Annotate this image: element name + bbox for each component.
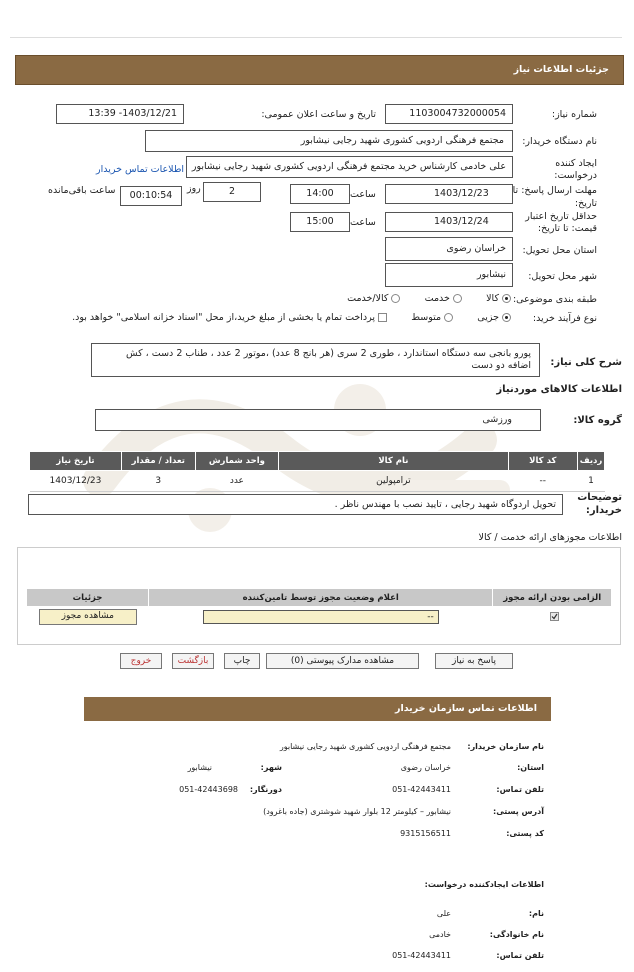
goods-section-title: اطلاعات کالاهای موردنیاز [496, 384, 622, 395]
goods-group-label: گروه کالا: [573, 415, 622, 426]
permit-status-cell [149, 606, 493, 628]
permits-title: اطلاعات مجوزهای ارائه خدمت / کالا [478, 532, 622, 543]
creator-name-label: نام: [528, 909, 544, 918]
summary-box [91, 343, 540, 377]
permit-col-details: جزئیات [72, 592, 103, 603]
permit-col-status: اعلام وضعیت مجوز توسط تامین‌کننده [149, 589, 493, 606]
permit-status-value: -- [427, 612, 434, 622]
cell-qty: 3 [121, 471, 195, 492]
contact-city-value: نیشابور [187, 763, 212, 772]
summary-text: پورو بانجی سه دستگاه استاندارد ، طوری 2 سری (هر بانج 8 عدد) ،موتور 2 عدد ، طناب 2 دست ، کش اضافه دو دست [126, 348, 531, 371]
creator-info-title: اطلاعات ایجادکننده درخواست: [424, 880, 544, 889]
city-label: شهر محل تحویل: [528, 271, 597, 282]
table-row [30, 471, 605, 492]
category-option-both: کالا/خدمت [347, 293, 389, 304]
contact-org-value: مجتمع فرهنگی اردویی کشوری شهید رجایی نیشابور [279, 742, 451, 751]
notes-label-2: خریدار: [585, 505, 622, 516]
city-field: نیشابور [385, 263, 513, 287]
reply-label-1: مهلت ارسال پاسخ: تا [512, 185, 597, 196]
cell-name: ترامپولین [279, 471, 508, 492]
cell-unit: عدد [195, 471, 279, 492]
creator-family-label: نام خانوادگی: [489, 930, 544, 939]
contact-address-value: نیشابور – کیلومتر 12 بلوار شهید شوشتری (جاده باغرود) [263, 807, 451, 816]
col-name: نام کالا [279, 452, 508, 471]
process-option-medium: متوسط [411, 312, 442, 323]
creator-label-2: درخواست: [554, 170, 597, 181]
permits-header [27, 589, 611, 606]
goods-table-header [30, 452, 605, 471]
category-radio-goods[interactable] [502, 294, 511, 303]
back-button[interactable]: بازگشت [172, 653, 214, 669]
category-radio-both[interactable] [391, 294, 400, 303]
contact-province-value: خراسان رضوی [400, 763, 451, 772]
contact-fax-label: دورنگار: [249, 785, 282, 794]
buyer-contact-link[interactable]: اطلاعات تماس خریدار [96, 164, 185, 175]
permit-required-cell [493, 606, 611, 628]
reply-label-2: تاریخ: [574, 198, 597, 209]
attachments-button[interactable]: مشاهده مدارک پیوستی (0) [266, 653, 419, 669]
creator-name-value: علی [436, 909, 451, 918]
view-permit-button[interactable]: مشاهده مجوز [39, 609, 137, 625]
contact-header [84, 697, 551, 721]
reply-time-field: 14:00 [290, 184, 350, 204]
announce-field: 1403/12/21- 13:39 [56, 104, 184, 124]
process-label: نوع فرآیند خرید: [532, 313, 597, 324]
permits-table [27, 589, 611, 628]
reply-button[interactable]: پاسخ به نیاز [435, 653, 513, 669]
validity-date-field: 1403/12/24 [385, 212, 513, 232]
cell-row: 1 [578, 471, 605, 492]
cell-date: 1403/12/23 [30, 471, 122, 492]
contact-province-label: استان: [517, 763, 544, 772]
contact-postal-label: کد پستی: [506, 829, 544, 838]
creator-label-1: ایجاد کننده [555, 158, 597, 169]
goods-table [29, 451, 605, 492]
need-number-label: شماره نیاز: [551, 109, 597, 120]
goods-group-field [95, 409, 541, 431]
announce-label: تاریخ و ساعت اعلان عمومی: [261, 109, 376, 120]
col-qty: تعداد / مقدار [121, 452, 195, 471]
days-label: روز [187, 183, 201, 194]
province-label: استان محل تحویل: [522, 245, 597, 256]
cell-code: -- [508, 471, 577, 492]
permit-details-cell [27, 606, 149, 628]
buyer-label: نام دستگاه خریدار: [522, 136, 597, 147]
days-field: 2 [203, 182, 261, 202]
permit-required-checkbox[interactable] [550, 612, 559, 621]
remaining-label: ساعت باقی‌مانده [48, 185, 116, 196]
col-date: تاریخ نیاز [30, 452, 122, 471]
col-row: ردیف [578, 452, 605, 471]
reply-hour-label: ساعت [350, 189, 376, 200]
contact-fax-value: 051-42443698 [179, 785, 238, 794]
validity-hour-label: ساعت [350, 217, 376, 228]
summary-label: شرح کلی نیاز: [550, 357, 622, 368]
process-radio-medium[interactable] [444, 313, 453, 322]
contact-phone-label: تلفن تماس: [496, 785, 544, 794]
contact-header-title: اطلاعات تماس سازمان خریدار [394, 703, 537, 714]
goods-group-value: ورزشی [482, 414, 512, 425]
check-icon [551, 613, 558, 620]
category-label: طبقه بندی موضوعی: [512, 294, 597, 305]
creator-phone-label: تلفن تماس: [496, 951, 544, 960]
reply-date-field: 1403/12/23 [385, 184, 513, 204]
contact-org-label: نام سازمان خریدار: [467, 742, 544, 751]
print-button[interactable]: چاپ [224, 653, 260, 669]
category-radio-service[interactable] [453, 294, 462, 303]
payment-checkbox[interactable] [378, 313, 387, 322]
province-field: خراسان رضوی [385, 237, 513, 261]
notes-label-1: توضیحات [577, 492, 622, 503]
notes-text: تحویل اردوگاه شهید رجایی ، تایید نصب با مهندس ناظر . [334, 499, 556, 510]
top-divider [10, 37, 622, 38]
creator-family-value: خادمی [429, 930, 451, 939]
category-options [347, 293, 511, 304]
contact-city-label: شهر: [260, 763, 282, 772]
process-radio-minor[interactable] [502, 313, 511, 322]
permit-status-field[interactable] [203, 610, 439, 624]
creator-phone-value: 051-42443411 [392, 951, 451, 960]
contact-address-label: آدرس پستی: [493, 807, 544, 816]
contact-phone-value: 051-42443411 [392, 785, 451, 794]
col-unit: واحد شمارش [195, 452, 279, 471]
process-option-minor: جزیی [477, 312, 499, 323]
process-options [72, 312, 511, 323]
page-header-title: جزئیات اطلاعات نیاز [513, 64, 609, 75]
need-number-field: 1103004732000054 [385, 104, 513, 124]
category-option-goods: کالا [486, 293, 499, 304]
remaining-time-field: 00:10:54 [120, 186, 182, 206]
buyer-field: مجتمع فرهنگی اردویی کشوری شهید رجایی نیشابور [145, 130, 513, 152]
notes-field [28, 494, 563, 515]
validity-label-1: حداقل تاریخ اعتبار [525, 211, 597, 222]
creator-field: علی خادمی کارشناس خرید مجتمع فرهنگی اردویی کشوری شهید رجایی نیشابور [186, 156, 513, 178]
validity-time-field: 15:00 [290, 212, 350, 232]
exit-button[interactable]: خروج [120, 653, 162, 669]
payment-note: پرداخت تمام یا بخشی از مبلغ خرید،از محل "اسناد خزانه اسلامی" خواهد بود. [72, 312, 376, 323]
table-row [27, 606, 611, 628]
col-code: کد کالا [508, 452, 577, 471]
validity-label-2: قیمت: تا تاریخ: [537, 223, 597, 234]
category-option-service: خدمت [424, 293, 450, 304]
contact-postal-value: 9315156511 [400, 829, 451, 838]
page-header [15, 55, 624, 85]
permit-col-required: الزامی بودن ارائه مجوز [493, 589, 611, 606]
